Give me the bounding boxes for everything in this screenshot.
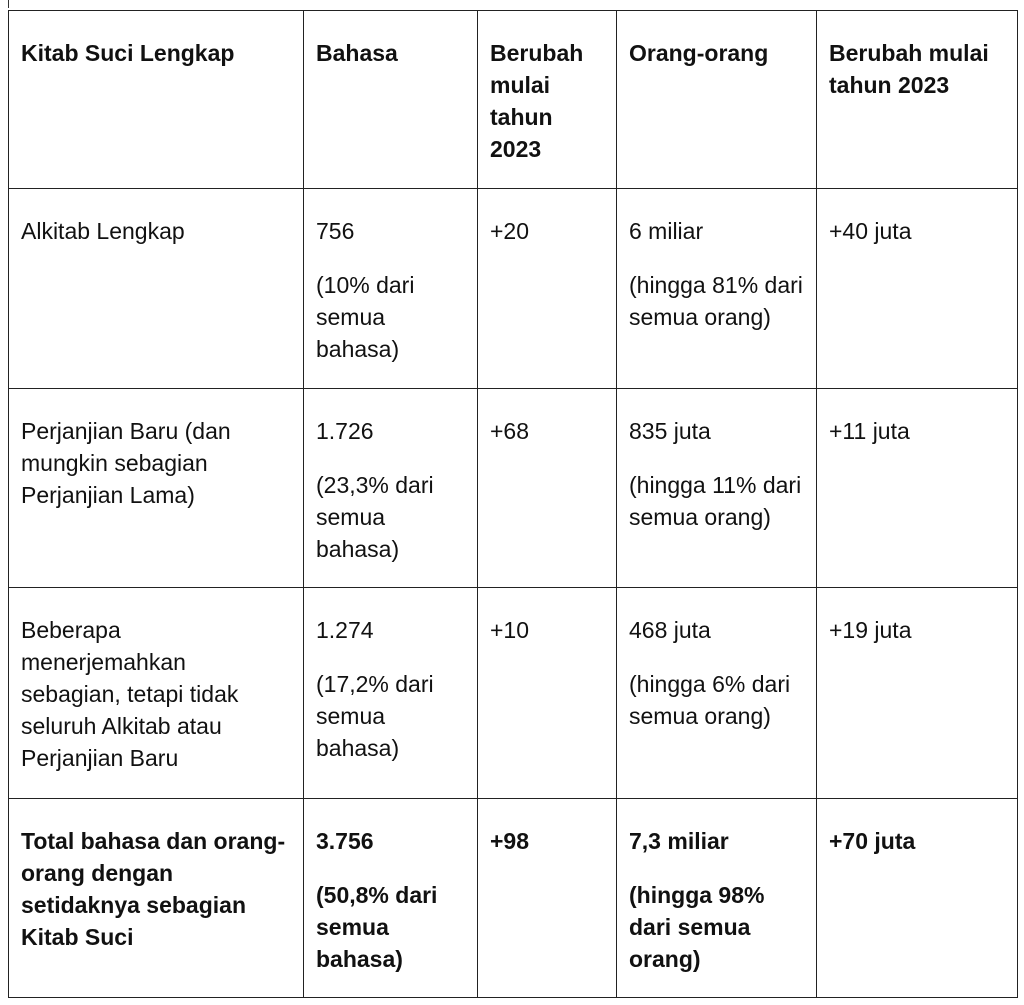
languages-note: (17,2% dari semua bahasa): [316, 671, 434, 761]
cell-languages: [304, 588, 478, 799]
cell-scripture: Perjanjian Baru (dan mungkin sebagian Perjanjian Lama): [9, 389, 304, 588]
people-count: 835 juta: [629, 418, 711, 444]
people-note: (hingga 6% dari semua orang): [629, 671, 791, 729]
cell-people-change: +11 juta: [817, 389, 1018, 588]
table-header-row: [9, 11, 1018, 189]
cell-languages: [304, 389, 478, 588]
header-languages-change: Berubah mulai tahun 2023: [478, 11, 617, 189]
header-languages: Bahasa: [304, 11, 478, 189]
table-row-total: [9, 799, 1018, 998]
cell-languages-change: +98: [478, 799, 617, 998]
cell-scripture: Alkitab Lengkap: [9, 189, 304, 389]
table-row: [9, 588, 1018, 799]
people-count: 468 juta: [629, 617, 711, 643]
people-note: (hingga 98% dari semua orang): [629, 882, 765, 972]
languages-note: (50,8% dari semua bahasa): [316, 882, 438, 972]
cell-scripture: Beberapa menerjemahkan sebagian, tetapi tidak seluruh Alkitab atau Perjanjian Baru: [9, 588, 304, 799]
header-scripture: Kitab Suci Lengkap: [9, 11, 304, 189]
cell-people: [617, 799, 817, 998]
cell-languages-change: +20: [478, 189, 617, 389]
scripture-access-table: [8, 10, 1018, 998]
people-note: (hingga 11% dari semua orang): [629, 472, 802, 530]
cell-people: [617, 189, 817, 389]
cell-people-change: +19 juta: [817, 588, 1018, 799]
cell-languages: [304, 189, 478, 389]
cell-people: [617, 389, 817, 588]
cell-languages: [304, 799, 478, 998]
table-row: [9, 189, 1018, 389]
languages-count: 3.756: [316, 828, 374, 854]
top-edge-mark: [8, 0, 9, 8]
languages-count: 1.274: [316, 617, 374, 643]
table-row: [9, 389, 1018, 588]
cell-people-change: +70 juta: [817, 799, 1018, 998]
header-people-change: Berubah mulai tahun 2023: [817, 11, 1018, 189]
cell-people-change: +40 juta: [817, 189, 1018, 389]
people-note: (hingga 81% dari semua orang): [629, 272, 803, 330]
cell-languages-change: +10: [478, 588, 617, 799]
people-count: 6 miliar: [629, 218, 704, 244]
people-count: 7,3 miliar: [629, 828, 729, 854]
languages-count: 1.726: [316, 418, 374, 444]
cell-people: [617, 588, 817, 799]
languages-count: 756: [316, 218, 355, 244]
languages-note: (10% dari semua bahasa): [316, 272, 415, 362]
languages-note: (23,3% dari semua bahasa): [316, 472, 434, 562]
header-people: Orang-orang: [617, 11, 817, 189]
cell-languages-change: +68: [478, 389, 617, 588]
cell-scripture: Total bahasa dan orang-orang dengan setidaknya sebagian Kitab Suci: [9, 799, 304, 998]
